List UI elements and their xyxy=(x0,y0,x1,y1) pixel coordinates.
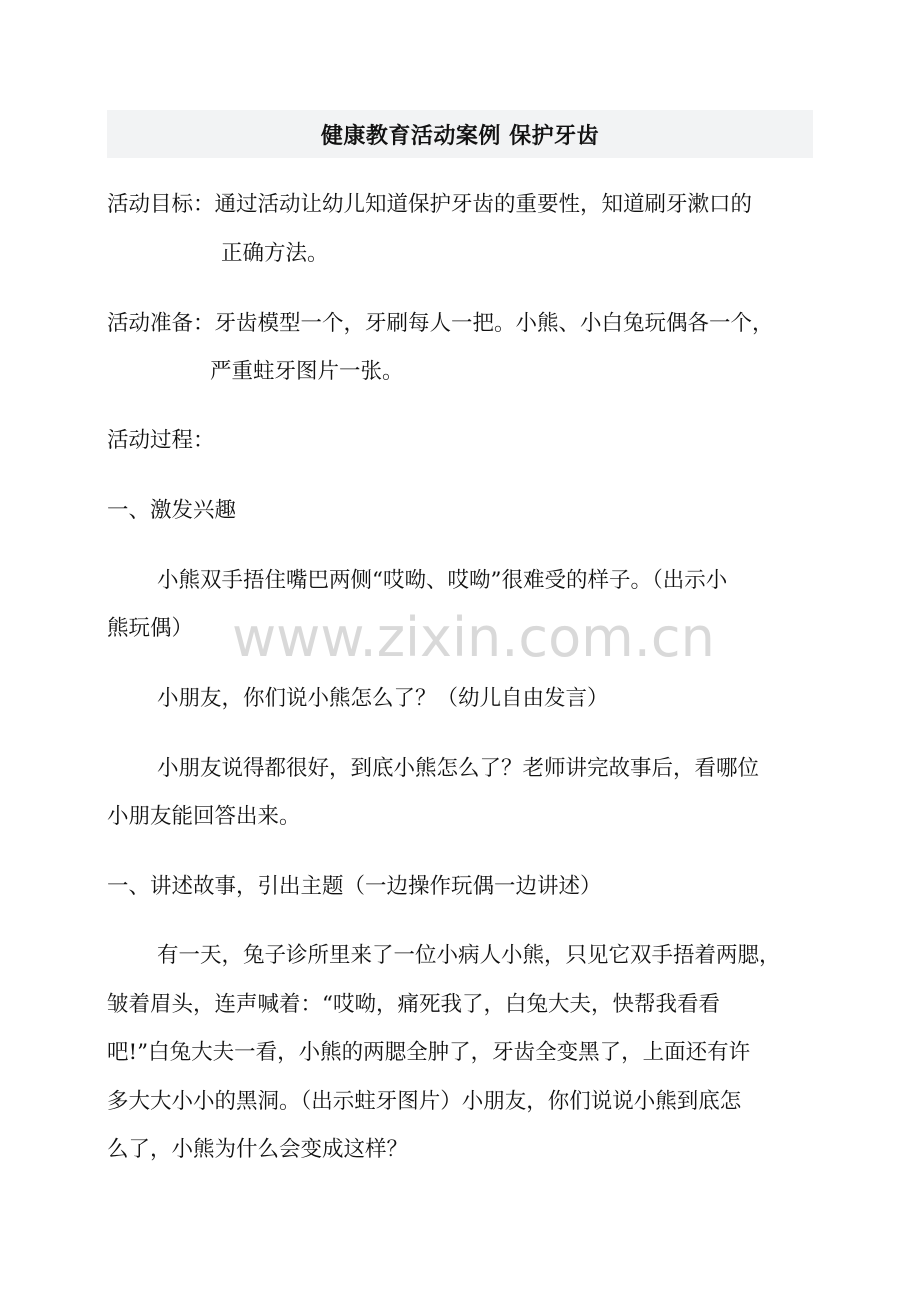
section2-heading: 一、讲述故事，引出主题（一边操作玩偶一边讲述） xyxy=(107,874,602,899)
prep-line-1: 活动准备：牙齿模型一个，牙刷每人一把。小熊、小白兔玩偶各一个， xyxy=(107,311,774,336)
process-heading: 活动过程： xyxy=(107,428,215,453)
p1-line-1: 小熊双手捂住嘴巴两侧“哎呦、哎呦”很难受的样子。（出示小 xyxy=(157,568,728,593)
p4-line-1: 有一天，兔子诊所里来了一位小病人小熊，只见它双手捂着两腮， xyxy=(157,943,781,968)
goal-line-2: 正确方法。 xyxy=(221,241,329,266)
p3-line-2: 小朋友能回答出来。 xyxy=(107,804,301,829)
title-bar xyxy=(107,110,813,158)
p4-line-3: 吧!”白兔大夫一看，小熊的两腮全肿了，牙齿全变黑了，上面还有许 xyxy=(107,1040,751,1065)
p2-line-1: 小朋友，你们说小熊怎么了？（幼儿自由发言） xyxy=(157,686,609,711)
watermark: www.zixin.com.cn xyxy=(232,606,715,669)
p4-line-5: 么了，小熊为什么会变成这样？ xyxy=(107,1137,409,1162)
p3-line-1: 小朋友说得都很好，到底小熊怎么了？老师讲完故事后，看哪位 xyxy=(157,756,760,781)
document-title: 健康教育活动案例 保护牙齿 xyxy=(320,123,600,149)
prep-line-2: 严重蛀牙图片一张。 xyxy=(210,359,404,384)
p4-line-4: 多大大小小的黑洞。（出示蛀牙图片）小朋友，你们说说小熊到底怎 xyxy=(107,1089,742,1114)
goal-line-1: 活动目标：通过活动让幼儿知道保护牙齿的重要性，知道刷牙漱口的 xyxy=(107,192,753,217)
p1-line-2: 熊玩偶） xyxy=(107,616,194,641)
p4-line-2: 皱着眉头，连声喊着：“哎呦，痛死我了，白兔大夫，快帮我看看 xyxy=(107,992,720,1017)
section1-heading: 一、激发兴趣 xyxy=(107,498,237,523)
